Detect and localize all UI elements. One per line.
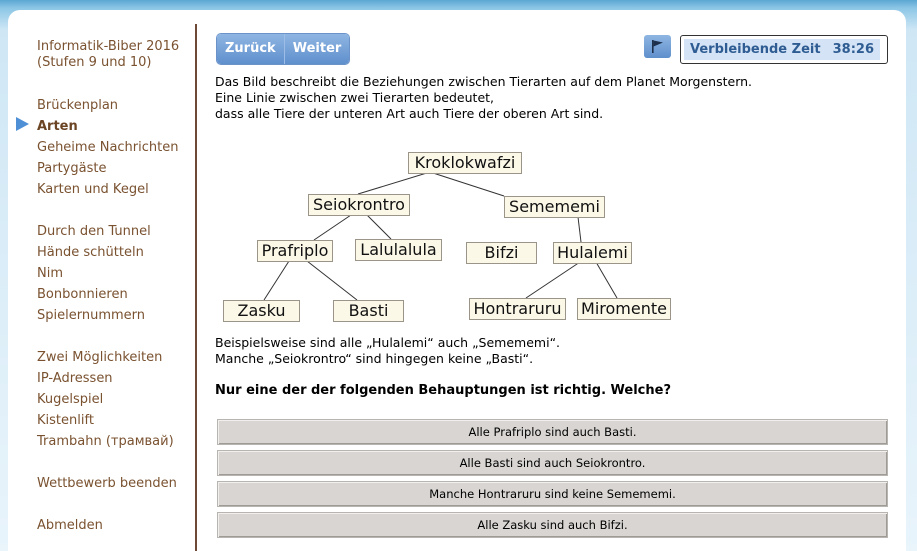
sidebar-item-brueckenplan[interactable]: Brückenplan bbox=[37, 98, 119, 113]
tree-node-miromente: Miromente bbox=[577, 298, 671, 320]
tree-node-semememi: Semememi bbox=[504, 196, 605, 218]
contest-name: Informatik-Biber 2016 bbox=[37, 39, 180, 54]
tree-node-zasku: Zasku bbox=[223, 300, 300, 322]
sidebar bbox=[8, 10, 196, 551]
sidebar-divider bbox=[195, 24, 197, 551]
sidebar-item-partygaeste[interactable]: Partygäste bbox=[37, 161, 107, 176]
task-example bbox=[215, 335, 560, 367]
tree-node-bifzi: Bifzi bbox=[466, 242, 537, 264]
intro-line: dass alle Tiere der unteren Art auch Tiere der oberen Art sind. bbox=[215, 106, 604, 121]
answer-button-2[interactable]: Alle Basti sind auch Seiokrontro. bbox=[217, 450, 888, 476]
timer-bar bbox=[684, 39, 880, 60]
next-button[interactable]: Weiter bbox=[284, 34, 350, 64]
tree-node-root: Kroklokwafzi bbox=[408, 152, 522, 174]
sidebar-item-zwei-moeglichkeiten[interactable]: Zwei Möglichkeiten bbox=[37, 350, 163, 365]
sidebar-item-arten[interactable]: Arten bbox=[37, 119, 78, 134]
answer-button-3[interactable]: Manche Hontraruru sind keine Semememi. bbox=[217, 481, 888, 507]
contest-level: (Stufen 9 und 10) bbox=[37, 55, 152, 70]
contest-title bbox=[37, 39, 187, 71]
answer-button-4[interactable]: Alle Zasku sind auch Bifzi. bbox=[217, 512, 888, 538]
back-button[interactable]: Zurück bbox=[225, 41, 276, 56]
timer-value: 38:26 bbox=[832, 42, 874, 57]
sidebar-item-kugelspiel[interactable]: Kugelspiel bbox=[37, 392, 104, 407]
sidebar-item-geheime-nachrichten[interactable]: Geheime Nachrichten bbox=[37, 140, 179, 155]
answer-button-1[interactable]: Alle Prafriplo sind auch Basti. bbox=[217, 419, 888, 445]
remaining-time-panel bbox=[680, 35, 888, 64]
tree-node-hulalemi: Hulalemi bbox=[553, 242, 632, 264]
sidebar-item-karten-und-kegel[interactable]: Karten und Kegel bbox=[37, 182, 149, 197]
sidebar-item-haende-schuetteln[interactable]: Hände schütteln bbox=[37, 245, 144, 260]
tree-node-lalulalula: Lalulalula bbox=[355, 239, 442, 261]
tree-node-basti: Basti bbox=[333, 300, 404, 322]
current-task-arrow-icon bbox=[16, 117, 29, 131]
sidebar-item-trambahn[interactable]: Trambahn (трамвай) bbox=[37, 434, 174, 449]
sidebar-item-nim[interactable]: Nim bbox=[37, 266, 63, 281]
sidebar-item-ip-adressen[interactable]: IP-Adressen bbox=[37, 371, 113, 386]
sidebar-item-bonbonnieren[interactable]: Bonbonnieren bbox=[37, 287, 128, 302]
example-line: Manche „Seiokrontro“ sind hingegen keine „Basti“. bbox=[215, 351, 534, 366]
intro-line: Das Bild beschreibt die Beziehungen zwischen Tierarten auf dem Planet Morgenstern. bbox=[215, 74, 753, 89]
tree-node-seiokrontro: Seiokrontro bbox=[308, 194, 410, 216]
logout-link[interactable]: Abmelden bbox=[37, 518, 103, 533]
sidebar-item-spielernummern[interactable]: Spielernummern bbox=[37, 308, 145, 323]
sidebar-item-kistenlift[interactable]: Kistenlift bbox=[37, 413, 94, 428]
end-contest-link[interactable]: Wettbewerb beenden bbox=[37, 476, 177, 491]
timer-label: Verbleibende Zeit bbox=[690, 42, 821, 57]
tree-node-hontraruru: Hontraruru bbox=[469, 298, 566, 320]
intro-line: Eine Linie zwischen zwei Tierarten bedeutet, bbox=[215, 90, 495, 105]
tree-node-prafriplo: Prafriplo bbox=[257, 240, 333, 262]
task-intro bbox=[215, 74, 752, 122]
page-frame bbox=[8, 10, 906, 551]
task-navigation bbox=[217, 34, 349, 64]
example-line: Beispielsweise sind alle „Hulalemi“ auch „Semememi“. bbox=[215, 335, 561, 350]
species-tree-diagram bbox=[208, 138, 678, 318]
sidebar-item-durch-den-tunnel[interactable]: Durch den Tunnel bbox=[37, 224, 151, 239]
task-question: Nur eine der der folgenden Behauptungen ist richtig. Welche? bbox=[215, 383, 671, 398]
flag-icon[interactable] bbox=[644, 35, 671, 58]
